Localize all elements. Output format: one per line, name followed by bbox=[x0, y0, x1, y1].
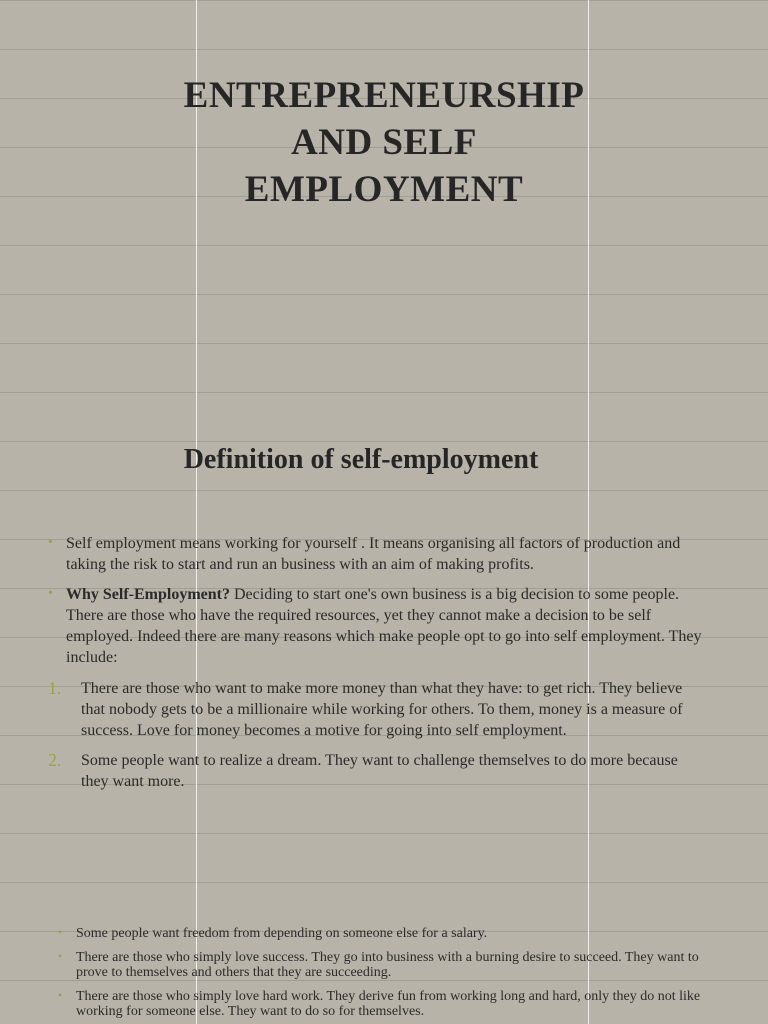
bullet-dot-icon: • bbox=[48, 586, 53, 601]
numbered-item bbox=[48, 750, 708, 792]
numbered-item bbox=[48, 678, 708, 741]
bullet-text bbox=[66, 584, 708, 668]
slide-title: ENTREPRENEURSHIP AND SELF EMPLOYMENT bbox=[183, 75, 585, 210]
bullet-text: There are those who simply love hard work. They derive fun from working long and hard, only they do not like working for someone else. They want to do so for themselves. bbox=[76, 989, 701, 1019]
bullet-rest: Deciding to start one's own business is a big decision to some people. There are those who have the required resources, yet they cannot make a decision to be self employed. Indeed there are many reasons which make people opt to go into self employment. They include: bbox=[66, 586, 702, 666]
bullet-dot-icon: • bbox=[58, 925, 63, 939]
item-number: 2. bbox=[48, 750, 62, 770]
list-item bbox=[58, 950, 708, 980]
item-text: There are those who want to make more money than what they have: to get rich. They believe that nobody gets to be a millionaire while working for others. To them, money is a measure of success. Love for money becomes a motive for going into self employment. bbox=[81, 680, 683, 739]
bullet-dot-icon: • bbox=[48, 535, 53, 550]
bullet-bold-lead: Why Self-Employment? bbox=[66, 586, 230, 603]
item-text: Some people want to realize a dream. They want to challenge themselves to do more because they want more. bbox=[81, 752, 678, 790]
section-heading: Definition of self-employment bbox=[183, 444, 539, 475]
list-item bbox=[48, 584, 708, 668]
bullet-dot-icon: • bbox=[58, 949, 63, 963]
list-item bbox=[48, 533, 708, 575]
bullet-text: Some people want freedom from depending on someone else for a salary. bbox=[76, 926, 488, 941]
bullet-text: Self employment means working for yourself . It means organising all factors of production and taking the risk to start and run an business with an aim of making profits. bbox=[66, 535, 681, 573]
bullet-dot-icon: • bbox=[58, 988, 63, 1002]
list-item bbox=[58, 926, 708, 941]
bullet-text: There are those who simply love success. They go into business with a burning desire to succeed. They want to prove to themselves and others that they are succeeding. bbox=[76, 950, 699, 980]
list-item bbox=[58, 989, 708, 1019]
item-number: 1. bbox=[48, 678, 62, 698]
